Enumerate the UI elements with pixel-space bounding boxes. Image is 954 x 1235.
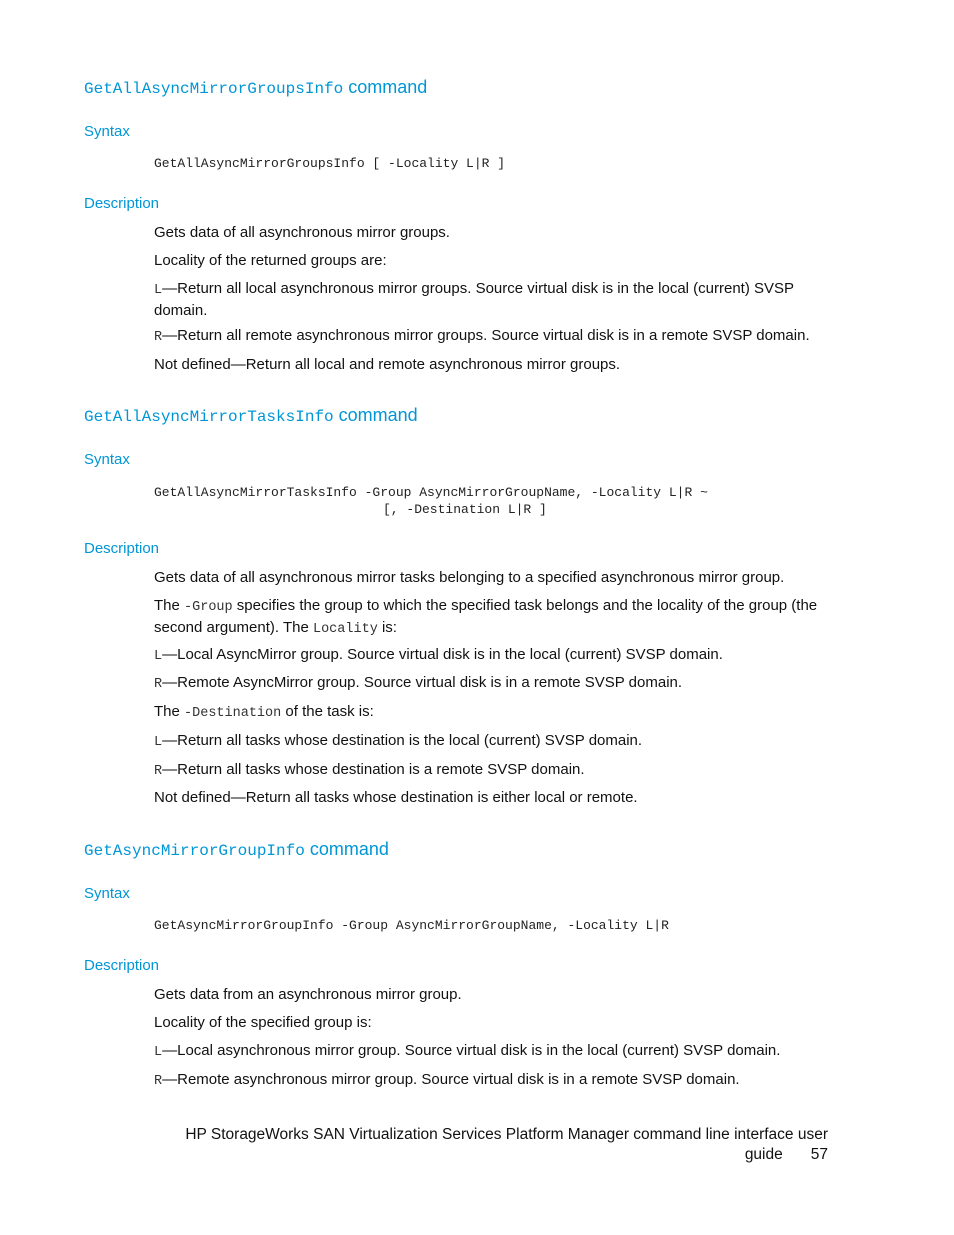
syntax-line: GetAsyncMirrorGroupInfo -Group AsyncMirrorGroupName, -Locality L|R: [154, 918, 669, 933]
syntax-line: GetAllAsyncMirrorTasksInfo -Group AsyncMirrorGroupName, -Locality L|R ~: [154, 485, 708, 500]
paragraph-text: —Return all tasks whose destination is a remote SVSP domain.: [162, 761, 585, 778]
description-heading: Description: [84, 957, 160, 974]
paragraph: Not defined—Return all local and remote asynchronous mirror groups.: [154, 356, 621, 373]
syntax-line: GetAllAsyncMirrorGroupsInfo [ -Locality L|R ]: [154, 156, 506, 171]
paragraph: Locality of the returned groups are:: [154, 252, 387, 269]
paragraph-text: —Remote AsyncMirror group. Source virtual disk is in a remote SVSP domain.: [162, 674, 683, 691]
paragraph: [154, 1070, 740, 1092]
description-heading: Description: [84, 540, 160, 557]
inline-code: R: [154, 1074, 163, 1089]
inline-code: R: [154, 677, 163, 692]
paragraph: Locality of the specified group is:: [154, 1014, 372, 1031]
syntax-line: [, -Destination L|R ]: [383, 502, 547, 517]
paragraph: [154, 731, 642, 753]
paragraph: Gets data of all asynchronous mirror groups.: [154, 224, 450, 241]
paragraph: [154, 673, 682, 695]
paragraph-text: domain.: [154, 302, 208, 319]
paragraph-text: —Local AsyncMirror group. Source virtual disk is in the local (current) SVSP domain.: [162, 646, 723, 663]
command-suffix: command: [309, 839, 389, 859]
page-footer: [185, 1125, 828, 1165]
paragraph-text: —Return all remote asynchronous mirror groups. Source virtual disk is in a remote SVSP domain.: [162, 327, 810, 344]
paragraph: [154, 596, 817, 640]
inline-code: L: [154, 649, 163, 664]
inline-code: R: [154, 764, 163, 779]
inline-code: -Group: [184, 600, 233, 615]
description-heading: Description: [84, 195, 160, 212]
inline-code: L: [154, 735, 163, 750]
page-number: 57: [810, 1146, 828, 1163]
syntax-heading: Syntax: [84, 123, 130, 140]
command-suffix: command: [338, 405, 418, 425]
command-name: GetAllAsyncMirrorTasksInfo: [84, 408, 334, 426]
paragraph-text: The: [154, 703, 185, 720]
paragraph-text: of the task is:: [281, 703, 374, 720]
inline-code: -Destination: [184, 706, 282, 721]
paragraph-text: —Remote asynchronous mirror group. Source virtual disk is in a remote SVSP domain.: [162, 1071, 740, 1088]
paragraph: [154, 645, 723, 667]
paragraph: [154, 326, 810, 348]
inline-code: R: [154, 330, 163, 345]
paragraph: Gets data from an asynchronous mirror group.: [154, 986, 462, 1003]
section-title: [84, 839, 389, 860]
section-title: [84, 77, 427, 98]
footer-title-end: guide: [744, 1146, 783, 1163]
inline-code: Locality: [312, 622, 378, 637]
inline-code: L: [154, 1045, 163, 1060]
footer-title-continued: [185, 1145, 828, 1165]
syntax-heading: Syntax: [84, 885, 130, 902]
paragraph-text: —Return all local asynchronous mirror groups. Source virtual disk is in the local (current) SVSP: [162, 280, 795, 297]
command-name: GetAsyncMirrorGroupInfo: [84, 842, 305, 860]
section-title: [84, 405, 418, 426]
paragraph: [154, 702, 374, 724]
paragraph: [154, 760, 585, 782]
syntax-heading: Syntax: [84, 451, 130, 468]
paragraph: [154, 279, 794, 321]
paragraph-text: specifies the group to which the specified task belongs and the locality of the group (the: [232, 597, 818, 614]
paragraph-text: second argument). The: [154, 619, 313, 636]
command-name: GetAllAsyncMirrorGroupsInfo: [84, 80, 344, 98]
paragraph: Not defined—Return all tasks whose destination is either local or remote.: [154, 789, 638, 806]
paragraph: [154, 1041, 780, 1063]
paragraph: Gets data of all asynchronous mirror tasks belonging to a specified asynchronous mirror group.: [154, 569, 785, 586]
inline-code: L: [154, 283, 163, 298]
footer-title: HP StorageWorks SAN Virtualization Services Platform Manager command line interface user: [185, 1126, 828, 1143]
paragraph-text: —Local asynchronous mirror group. Source virtual disk is in the local (current) SVSP domain.: [162, 1042, 781, 1059]
paragraph-text: is:: [377, 619, 397, 636]
paragraph-text: —Return all tasks whose destination is the local (current) SVSP domain.: [162, 732, 643, 749]
command-suffix: command: [348, 77, 428, 97]
paragraph-text: The: [154, 597, 185, 614]
